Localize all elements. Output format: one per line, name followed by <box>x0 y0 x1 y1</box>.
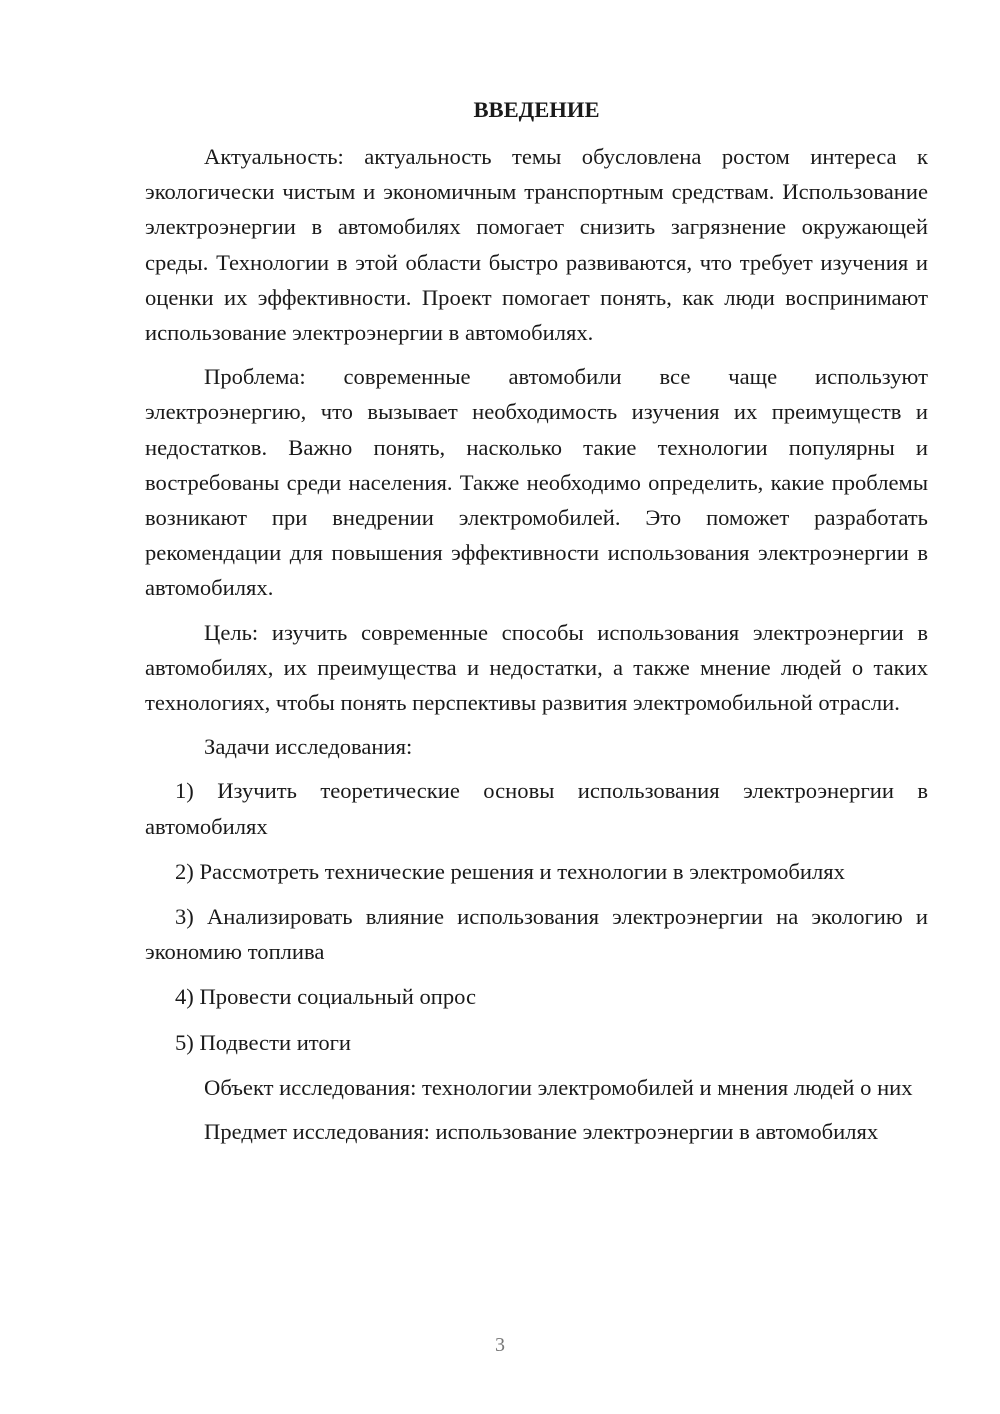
tasks-heading: Задачи исследования: <box>204 734 413 760</box>
list-item: 2) Рассмотреть технические решения и технологии в электромобилях <box>175 858 845 884</box>
tasks-list <box>145 773 928 1059</box>
page-number: 3 <box>495 1334 505 1356</box>
relevance-paragraph: Актуальность: актуальность темы обусловлена ростом интереса к экологически чистым и экономичным транспортным средствам. Использование электроэнергии в автомобилях помогает снизить загрязнение окружающей среды. Технологии в этой области быстро развиваются, что требует изучения и оценки их эффективности. Проект помогает понять, как люди воспринимают использование электроэнергии в автомобилях. <box>145 144 928 346</box>
document-page <box>145 92 928 1158</box>
list-item: 4) Провести социальный опрос <box>175 984 477 1010</box>
goal-paragraph: Цель: изучить современные способы использования электроэнергии в автомобилях, их преимущества и недостатки, а также мнение людей о таких технологиях, чтобы понять перспективы развития электромобильной отрасли. <box>145 619 928 716</box>
list-item: 1) Изучить теоретические основы использования электроэнергии в автомобилях <box>145 778 928 839</box>
page-title: ВВЕДЕНИЕ <box>473 97 600 122</box>
object-paragraph: Объект исследования: технологии электромобилей и мнения людей о них <box>204 1074 913 1100</box>
problem-paragraph: Проблема: современные автомобили все чаще используют электроэнергию, что вызывает необходимость изучения их преимуществ и недостатков. Важно понять, насколько такие технологии популярны и востребованы среди населения. Также необходимо определить, какие проблемы возникают при внедрении электромобилей. Это поможет разработать рекомендации для повышения эффективности использования электроэнергии в автомобилях. <box>145 364 928 601</box>
list-item: 3) Анализировать влияние использования электроэнергии на экологию и экономию топлива <box>145 904 928 965</box>
subject-paragraph: Предмет исследования: использование электроэнергии в автомобилях <box>204 1119 879 1145</box>
list-item: 5) Подвести итоги <box>175 1029 352 1055</box>
